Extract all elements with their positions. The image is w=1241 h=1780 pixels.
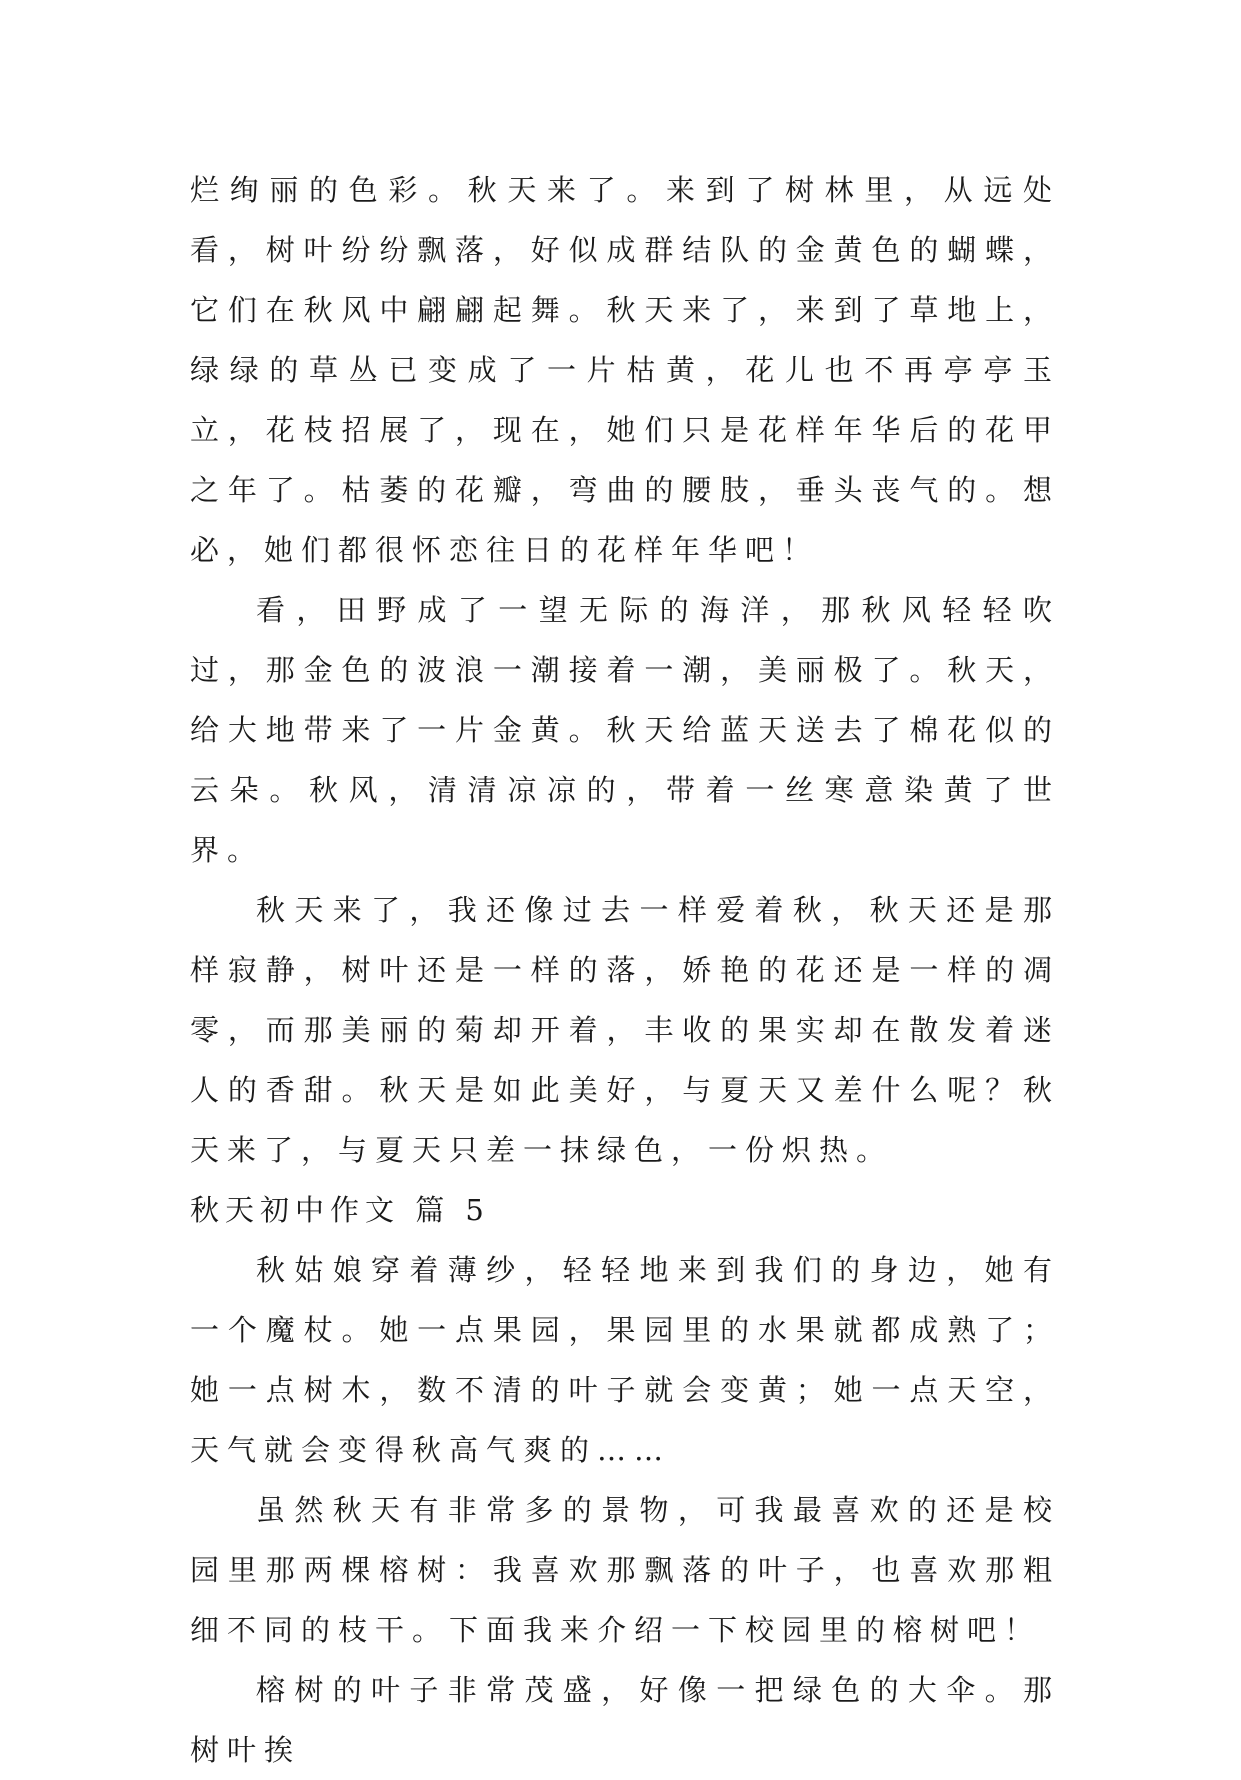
document-body	[190, 160, 1060, 1780]
paragraph-3: 秋天来了，我还像过去一样爱着秋，秋天还是那样寂静，树叶还是一样的落，娇艳的花还是一样的凋零，而那美丽的菊却开着，丰收的果实却在散发着迷人的香甜。秋天是如此美好，与夏天又差什么呢？秋天来了，与夏天只差一抹绿色，一份炽热。	[190, 893, 1060, 1167]
paragraph-1: 烂绚丽的色彩。秋天来了。来到了树林里，从远处看，树叶纷纷飘落，好似成群结队的金黄色的蝴蝶，它们在秋风中翩翩起舞。秋天来了，来到了草地上，绿绿的草丛已变成了一片枯黄，花儿也不再亭亭玉立，花枝招展了，现在，她们只是花样年华后的花甲之年了。枯萎的花瓣，弯曲的腰肢，垂头丧气的。想必，她们都很怀恋往日的花样年华吧！	[190, 173, 1060, 567]
paragraph-2: 看，田野成了一望无际的海洋，那秋风轻轻吹过，那金色的波浪一潮接着一潮，美丽极了。秋天，给大地带来了一片金黄。秋天给蓝天送去了棉花似的云朵。秋风，清清凉凉的，带着一丝寒意染黄了世界。	[190, 593, 1060, 867]
paragraph-6: 榕树的叶子非常茂盛，好像一把绿色的大伞。那树叶挨	[190, 1673, 1060, 1767]
paragraph-4: 秋姑娘穿着薄纱，轻轻地来到我们的身边，她有一个魔杖。她一点果园，果园里的水果就都成熟了；她一点树木，数不清的叶子就会变黄；她一点天空，天气就会变得秋高气爽的……	[190, 1253, 1060, 1467]
paragraph-5: 虽然秋天有非常多的景物，可我最喜欢的还是校园里那两棵榕树：我喜欢那飘落的叶子，也喜欢那粗细不同的枝干。下面我来介绍一下校园里的榕树吧！	[190, 1493, 1060, 1647]
section-heading: 秋天初中作文 篇 5	[190, 1193, 490, 1227]
